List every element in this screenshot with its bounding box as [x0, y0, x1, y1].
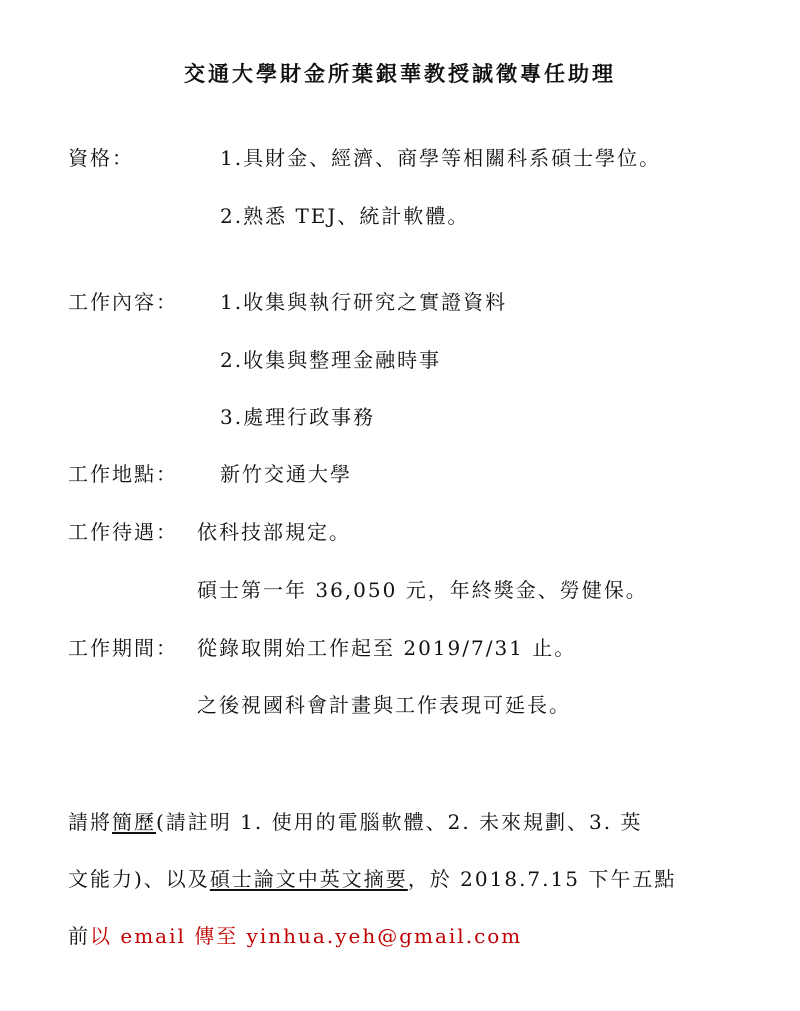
page-title: 交通大學財金所葉銀華教授誠徵專任助理: [184, 61, 616, 86]
application-text: 文能力)、以及: [68, 867, 210, 891]
qualification-item-2: 2.熟悉 TEJ、統計軟體。: [220, 204, 470, 228]
duties-label: 工作內容：: [68, 290, 178, 314]
location-label: 工作地點：: [68, 462, 178, 486]
location-value: 新竹交通大學: [220, 462, 352, 486]
application-text: ，於 2018.7.15 下午五點: [407, 867, 677, 891]
qualification-label: 資格：: [68, 146, 134, 170]
application-text: 前: [68, 924, 90, 948]
period-label: 工作期間：: [68, 636, 178, 660]
thesis-abstract-emphasis: 碩士論文中英文摘要: [209, 867, 408, 891]
period-line-2: 之後視國科會計畫與工作表現可延長。: [197, 693, 571, 717]
application-line-1: [68, 810, 642, 834]
application-text: (請註明 1. 使用的電腦軟體、2. 未來規劃、3. 英: [156, 810, 643, 834]
salary-label: 工作待遇：: [68, 520, 178, 544]
salary-line-1: 依科技部規定。: [197, 520, 351, 544]
period-line-1: 從錄取開始工作起至 2019/7/31 止。: [197, 636, 577, 660]
application-line-2: [68, 867, 676, 891]
application-line-3: [68, 924, 522, 948]
duties-item-1: 1.收集與執行研究之實證資料: [220, 290, 508, 314]
resume-emphasis: 簡歷: [112, 810, 156, 834]
salary-line-2: 碩士第一年 36,050 元，年終獎金、勞健保。: [197, 578, 648, 602]
qualification-item-1: 1.具財金、經濟、商學等相關科系碩士學位。: [220, 146, 662, 170]
duties-item-2: 2.收集與整理金融時事: [220, 348, 442, 372]
application-text: 請將: [68, 810, 112, 834]
duties-item-3: 3.處理行政事務: [220, 405, 376, 429]
email-instruction: 以 email 傳至 yinhua.yeh@gmail.com: [90, 924, 523, 948]
